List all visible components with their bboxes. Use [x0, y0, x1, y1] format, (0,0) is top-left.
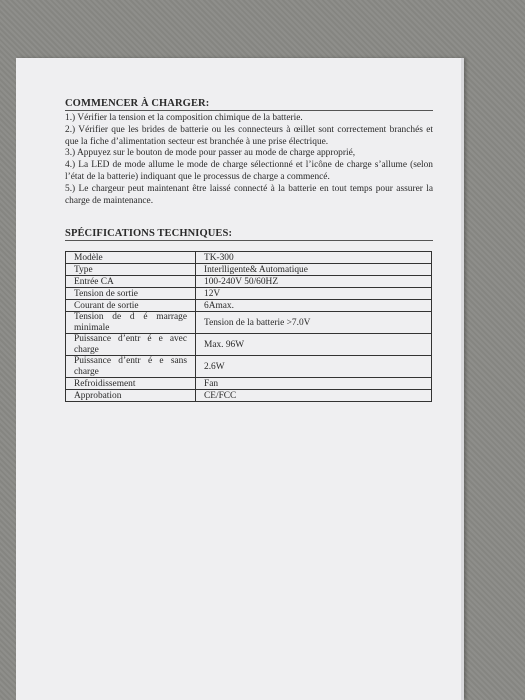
spec-label: Type [66, 264, 196, 276]
table-row [66, 356, 432, 378]
table-row [66, 390, 432, 402]
table-row [66, 334, 432, 356]
spec-label: Tension de d é marrage minimale [66, 312, 196, 334]
manual-page [16, 58, 464, 700]
spec-value: 12V [196, 288, 432, 300]
spec-value: 100-240V 50/60HZ [196, 276, 432, 288]
spec-value: TK-300 [196, 252, 432, 264]
section-heading-start-charging: COMMENCER À CHARGER: [65, 98, 433, 111]
spec-label: Courant de sortie [66, 300, 196, 312]
spec-label: Tension de sortie [66, 288, 196, 300]
step-3: 3.) Appuyez sur le bouton de mode pour passer au mode de charge approprié, [65, 148, 356, 159]
table-row [66, 288, 432, 300]
spec-label: Entrée CA [66, 276, 196, 288]
spec-label: Approbation [66, 390, 196, 402]
spec-label: Refroidissement [66, 378, 196, 390]
charging-steps [65, 113, 433, 207]
step-4: 4.) La LED de mode allume le mode de charge sélectionné et l’icône de charge s’allume (selon l’état de la batterie) indiquant que le processus de charge a commencé. [65, 160, 433, 182]
spec-value: 6Amax. [196, 300, 432, 312]
step-5: 5.) Le chargeur peut maintenant être laissé connecté à la batterie en tout temps pour assurer la charge de maintenance. [65, 183, 433, 206]
spec-value: Tension de la batterie >7.0V [196, 312, 432, 334]
spec-value: 2.6W [196, 356, 432, 378]
spec-label: Puissance d’entr é e avec charge [66, 334, 196, 356]
spec-value: Fan [196, 378, 432, 390]
spec-label: Modèle [66, 252, 196, 264]
table-row [66, 276, 432, 288]
table-row [66, 300, 432, 312]
table-row [66, 252, 432, 264]
spec-value: Interlligente& Automatique [196, 264, 432, 276]
spec-value: CE/FCC [196, 390, 432, 402]
section-heading-specifications: SPÉCIFICATIONS TECHNIQUES: [65, 228, 433, 241]
step-1: 1.) Vérifier la tension et la composition chimique de la batterie. [65, 113, 303, 123]
specifications-table [65, 251, 432, 402]
step-2: 2.) Vérifier que les brides de batterie ou les connecteurs à œillet sont correctement branchés et que la fiche d’alimentation secteur est branchée à une prise électrique. [65, 124, 433, 147]
spec-value: Max. 96W [196, 334, 432, 356]
page-content [65, 98, 433, 402]
table-row [66, 378, 432, 390]
table-row [66, 312, 432, 334]
spec-label: Puissance d’entr é e sans charge [66, 356, 196, 378]
table-row [66, 264, 432, 276]
